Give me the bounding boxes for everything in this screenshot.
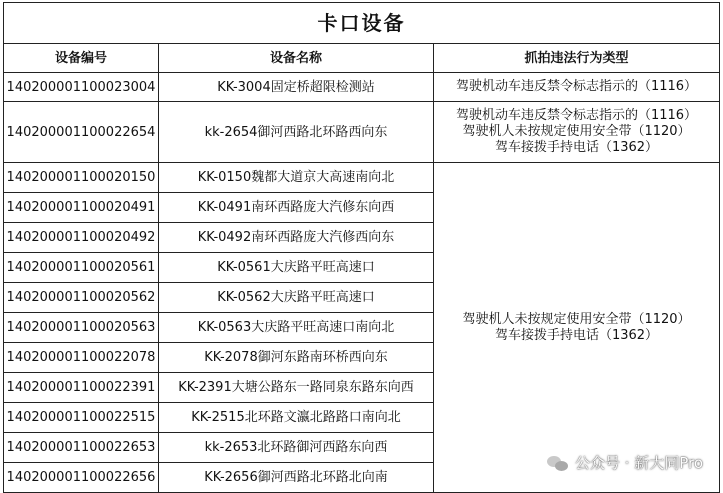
device-id-cell: 140200001100022654 [4, 102, 159, 163]
device-name-cell: kk-2654御河西路北环路西向东 [159, 102, 434, 163]
device-name-cell: KK-0563大庆路平旺高速口南向北 [159, 313, 434, 343]
device-name-cell: KK-2515北环路文瀛北路路口南向北 [159, 403, 434, 433]
header-device-id: 设备编号 [4, 44, 159, 73]
table-title: 卡口设备 [4, 3, 720, 44]
device-id-cell: 140200001100020492 [4, 223, 159, 253]
wechat-watermark [547, 452, 703, 473]
device-id-cell: 140200001100022656 [4, 463, 159, 493]
device-id-cell: 140200001100020561 [4, 253, 159, 283]
device-id-cell: 140200001100020150 [4, 163, 159, 193]
header-device-name: 设备名称 [159, 44, 434, 73]
device-table-container [3, 2, 719, 493]
device-id-cell: 140200001100022078 [4, 343, 159, 373]
header-violation-type: 抓拍违法行为类型 [434, 44, 720, 73]
violation-type-cell [434, 73, 720, 102]
violation-type-line: 驾驶机人未按规定使用安全带（1120） [462, 124, 691, 139]
device-id-cell: 140200001100022391 [4, 373, 159, 403]
table-row [4, 73, 720, 102]
violation-type-line: 驾驶机动车违反禁令标志指示的（1116） [455, 108, 698, 123]
device-name-cell: KK-0492南环西路庞大汽修西向东 [159, 223, 434, 253]
device-name-cell: KK-3004固定桥超限检测站 [159, 73, 434, 102]
device-name-cell: KK-0150魏都大道京大高速南向北 [159, 163, 434, 193]
device-name-cell: KK-2078御河东路南环桥西向东 [159, 343, 434, 373]
device-id-cell: 140200001100020491 [4, 193, 159, 223]
device-name-cell: KK-2656御河西路北环路北向南 [159, 463, 434, 493]
device-id-cell: 140200001100022515 [4, 403, 159, 433]
violation-type-line: 驾车接拨手持电话（1362） [494, 140, 659, 155]
device-table [3, 2, 720, 493]
device-id-cell: 140200001100020563 [4, 313, 159, 343]
device-name-cell: KK-2391大塘公路东一路同泉东路东向西 [159, 373, 434, 403]
violation-type-cell [434, 163, 720, 493]
device-name-cell: KK-0561大庆路平旺高速口 [159, 253, 434, 283]
device-name-cell: KK-0562大庆路平旺高速口 [159, 283, 434, 313]
watermark-text: 公众号 · 新大同Pro [574, 454, 703, 472]
device-name-cell: kk-2653北环路御河西路东向西 [159, 433, 434, 463]
violation-type-line: 驾驶机动车违反禁令标志指示的（1116） [455, 79, 698, 94]
device-id-cell: 140200001100023004 [4, 73, 159, 102]
table-row [4, 102, 720, 163]
device-id-cell: 140200001100020562 [4, 283, 159, 313]
violation-type-line: 驾车接拨手持电话（1362） [494, 327, 659, 343]
violation-type-line: 驾驶机人未按规定使用安全带（1120） [462, 311, 691, 327]
wechat-icon [547, 454, 569, 472]
violation-type-cell [434, 102, 720, 163]
device-name-cell: KK-0491南环西路庞大汽修东向西 [159, 193, 434, 223]
device-id-cell: 140200001100022653 [4, 433, 159, 463]
table-row [4, 163, 720, 193]
